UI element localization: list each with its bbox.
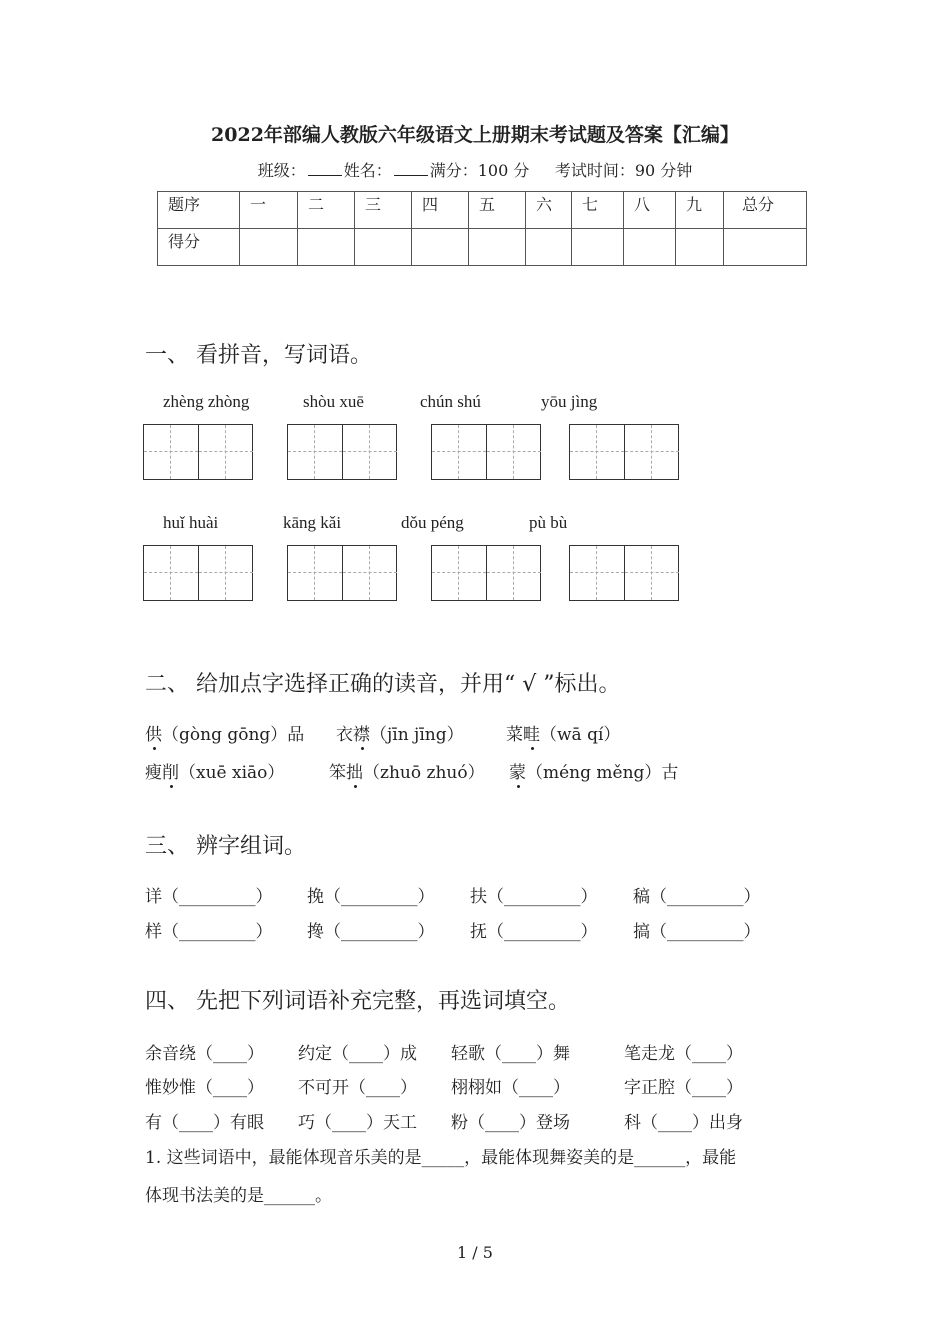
name-blank[interactable] [394,161,428,176]
table-cell: 七 [572,192,624,229]
score-cell[interactable] [355,229,412,266]
score-cell[interactable] [412,229,469,266]
dotted-char: 拙 [346,763,363,783]
word-blank[interactable]: 样（_________） [145,922,273,942]
word-blank[interactable]: 搀（_________） [307,922,435,942]
idiom-blank[interactable]: 余音绕（____） [145,1044,264,1064]
table-cell: 总分 [724,192,807,229]
full-score: 满分：100 分 [429,161,530,180]
dotted-char: 襟 [353,725,370,745]
table-cell: 三 [355,192,412,229]
writing-grid[interactable] [287,424,397,480]
score-cell[interactable] [724,229,807,266]
dotted-char: 供 [145,725,162,745]
word-blank[interactable]: 详（_________） [145,887,273,907]
writing-grid[interactable] [569,545,679,601]
table-cell: 一 [240,192,298,229]
idiom-blank[interactable]: 不可开（____） [298,1078,417,1098]
score-cell[interactable] [624,229,676,266]
score-cell[interactable] [469,229,526,266]
score-cell[interactable] [676,229,724,266]
writing-grid[interactable] [569,424,679,480]
question-text[interactable]: 体现书法美的是______。 [145,1186,332,1206]
pinyin: chún shú [420,392,481,411]
dotted-char: 削 [162,763,179,783]
table-cell: 五 [469,192,526,229]
table-cell: 四 [412,192,469,229]
score-cell[interactable] [526,229,572,266]
exam-time: 考试时间：90 分钟 [554,161,693,180]
idiom-blank[interactable]: 有（____）有眼 [145,1113,264,1133]
idiom-blank[interactable]: 字正腔（____） [624,1078,743,1098]
idiom-blank[interactable]: 巧（____）天工 [298,1113,417,1133]
reading-item[interactable]: 笨拙（zhuō zhuó） [329,763,485,783]
pinyin: zhèng zhòng [163,392,250,411]
page-title: 2022年部编人教版六年级语文上册期末考试题及答案【汇编】 [211,124,739,146]
table-cell: 二 [298,192,355,229]
word-blank[interactable]: 扶（_________） [470,887,598,907]
idiom-blank[interactable]: 栩栩如（____） [451,1078,570,1098]
score-table [157,191,807,266]
table-cell: 九 [676,192,724,229]
name-label: 姓名： [343,161,392,180]
score-cell[interactable] [298,229,355,266]
score-cell[interactable] [572,229,624,266]
table-cell: 题序 [158,192,240,229]
pinyin: pù bù [529,513,568,532]
section-4-title: 四、 先把下列词语补充完整，再选词填空。 [145,989,570,1014]
section-2-title: 二、 给加点字选择正确的读音，并用“ √ ”标出。 [145,672,621,697]
exam-info [0,158,950,181]
word-blank[interactable]: 稿（_________） [633,887,761,907]
dotted-char: 蒙 [509,763,526,783]
writing-grid[interactable] [143,424,253,480]
word-blank[interactable]: 挽（_________） [307,887,435,907]
reading-item[interactable]: 衣襟（jīn jīng） [336,725,464,745]
idiom-blank[interactable]: 轻歌（____）舞 [451,1044,570,1064]
pinyin: huǐ huài [163,513,219,532]
section-1-title: 一、 看拼音，写词语。 [145,343,372,368]
class-blank[interactable] [308,161,342,176]
writing-grid[interactable] [143,545,253,601]
reading-item[interactable]: 瘦削（xuē xiāo） [145,763,285,783]
writing-grid[interactable] [287,545,397,601]
score-cell[interactable] [240,229,298,266]
pinyin: yōu jìng [541,392,598,411]
class-label: 班级： [257,161,306,180]
reading-item[interactable]: 菜畦（wā qí） [506,725,621,745]
idiom-blank[interactable]: 粉（____）登场 [451,1113,570,1133]
writing-grid[interactable] [431,545,541,601]
idiom-blank[interactable]: 笔走龙（____） [624,1044,743,1064]
reading-item[interactable]: 蒙（méng měng）古 [509,763,679,783]
idiom-blank[interactable]: 约定（____）成 [298,1044,417,1064]
score-table-header-row [158,192,807,229]
question-text[interactable]: 1. 这些词语中，最能体现音乐美的是_____，最能体现舞姿美的是______，最能 [145,1148,737,1168]
table-cell: 六 [526,192,572,229]
pinyin: dǒu péng [401,513,464,532]
idiom-blank[interactable]: 科（____）出身 [624,1113,743,1133]
reading-item[interactable]: 供（gòng gōng）品 [145,725,305,745]
word-blank[interactable]: 搞（_________） [633,922,761,942]
section-3-title: 三、 辨字组词。 [145,834,306,859]
idiom-blank[interactable]: 惟妙惟（____） [145,1078,264,1098]
dotted-char: 畦 [523,725,540,745]
table-cell: 得分 [158,229,240,266]
page-number: 1 / 5 [457,1243,493,1262]
word-blank[interactable]: 抚（_________） [470,922,598,942]
writing-grid[interactable] [431,424,541,480]
pinyin: kāng kǎi [283,513,342,532]
table-cell: 八 [624,192,676,229]
pinyin: shòu xuē [303,392,364,411]
score-table-score-row [158,229,807,266]
